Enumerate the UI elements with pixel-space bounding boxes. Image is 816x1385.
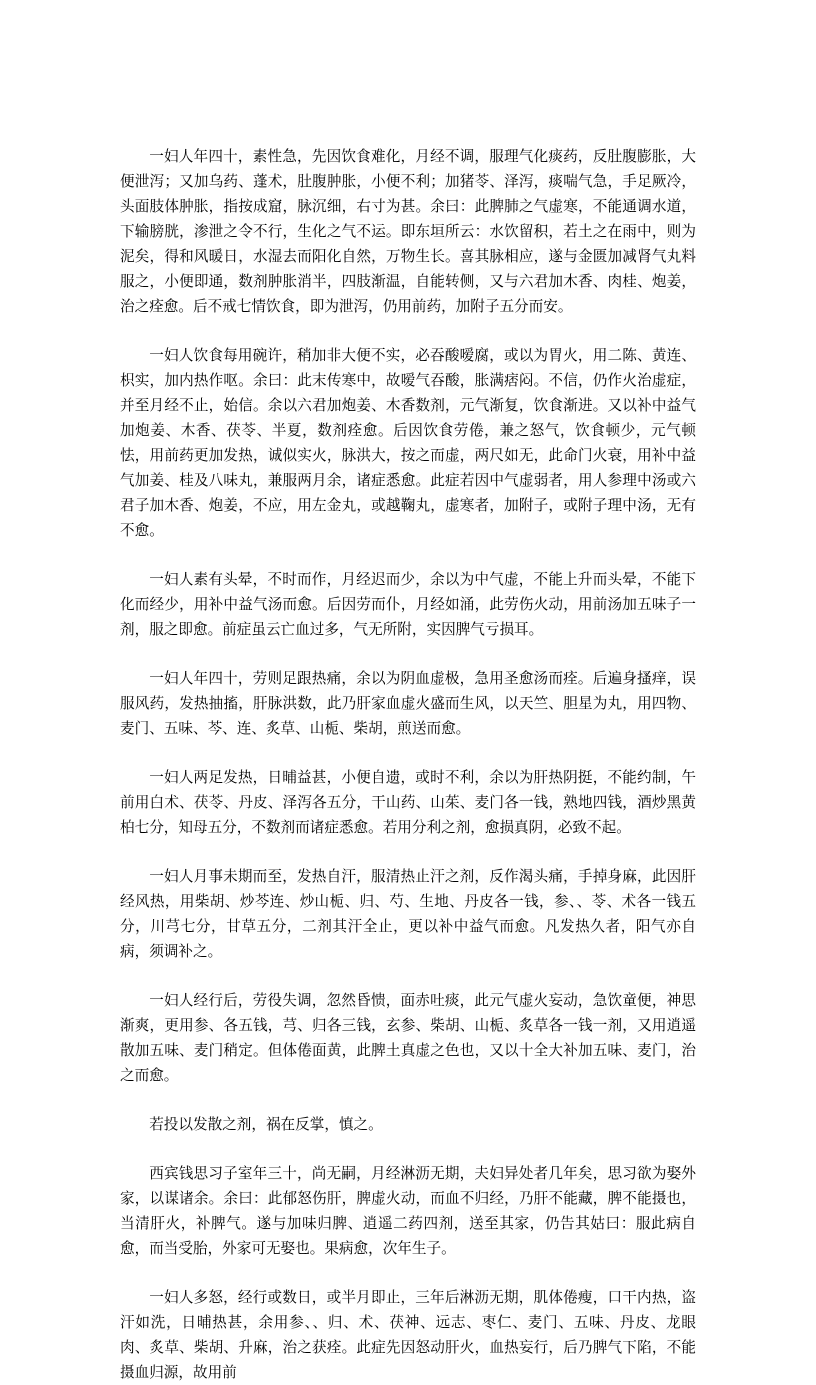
paragraph-6: 一妇人月事未期而至，发热自汗，服清热止汗之剂，反作渴头痛，手掉身麻，此因肝经风热，用柴胡、炒芩连、炒山栀、归、芍、生地、丹皮各一钱，参、、苓、术各一钱五分，川芎七分，甘草五分，二剂其汗全止，更以补中益气而愈。凡发热久者，阳气亦自病，须调补之。 (120, 868, 696, 960)
paragraph-10: 一妇人多怒，经行或数日，或半月即止，三年后淋沥无期，肌体倦瘦，口干内热，盗汗如洗，日晡热甚，余用参、、归、术、茯神、远志、枣仁、麦门、五味、丹皮、龙眼肉、炙草、柴胡、升麻，治之获痊。此症先因怒动肝火，血热妄行，后乃脾气下陷，不能摄血归源，故用前 (120, 1289, 696, 1381)
paragraph-8: 若投以发散之剂，祸在反掌，慎之。 (149, 1116, 383, 1133)
paragraph-2: 一妇人饮食每用碗许，稍加非大便不实，必吞酸嗳腐，或以为胃火，用二陈、黄连、枳实，加内热作呕。余曰：此末传寒中，故嗳气吞酸，胀满痞闷。不信，仍作火治虚症，并至月经不止，始信。余以六君加炮姜、木香数剂，元气渐复，饮食渐进。又以补中益气加炮姜、木香、茯苓、半夏，数剂痊愈。后因饮食劳倦，兼之怒气，饮食顿少，元气顿怯，用前药更加发热，诚似实火，脉洪大，按之而虚，两尺如无，此命门火衰，用补中益气加姜、桂及八味丸，兼服两月余，诸症悉愈。此症若因中气虚弱者，用人参理中汤或六君子加木香、炮姜，不应，用左金丸，或越鞠丸，虚寒者，加附子，或附子理中汤，无有不愈。 (120, 347, 696, 539)
paragraph-4: 一妇人年四十，劳则足跟热痛，余以为阴血虚极，急用圣愈汤而痊。后遍身搔痒，误服风药，发热抽搐，肝脉洪数，此乃肝家血虚火盛而生风，以天竺、胆星为丸，用四物、麦门、五味、芩、连、炙草、山栀、柴胡，煎送而愈。 (120, 670, 696, 737)
paragraph-7: 一妇人经行后，劳役失调，忽然昏愦，面赤吐痰，此元气虚火妄动，急饮童便，神思渐爽，更用参、各五钱，芎、归各三钱，玄参、柴胡、山栀、炙草各一钱一剂，又用逍遥散加五味、麦门稍定。但体倦面黄，此脾土真虚之色也，又以十全大补加五味、麦门，治之而愈。 (120, 992, 696, 1084)
paragraph-3: 一妇人素有头晕，不时而作，月经迟而少，余以为中气虚，不能上升而头晕，不能下化而经少，用补中益气汤而愈。后因劳而仆，月经如涌，此劳伤火动，用前汤加五味子一剂，服之即愈。前症虽云亡血过多，气无所附，实因脾气亏损耳。 (120, 571, 696, 638)
paragraph-5: 一妇人两足发热，日晡益甚，小便自遗，或时不利，余以为肝热阴挺，不能约制，午前用白术、茯苓、丹皮、泽泻各五分，干山药、山茱、麦门各一钱，熟地四钱，酒炒黑黄柏七分，知母五分，不数剂而诸症悉愈。若用分利之剂，愈损真阴，必致不起。 (120, 769, 696, 836)
paragraph-1: 一妇人年四十，素性急，先因饮食难化，月经不调，服理气化痰药，反肚腹膨胀，大便泄泻；又加乌药、蓬术，肚腹肿胀，小便不利；加猪苓、泽泻，痰喘气急，手足厥冷，头面肢体肿胀，指按成窟，脉沉细，右寸为甚。余曰：此脾肺之气虚寒，不能通调水道，下输膀胱，渗泄之令不行，生化之气不运。即东垣所云：水饮留积，若土之在雨中，则为泥矣，得和风暖日，水湿去而阳化自然，万物生长。喜其脉相应，遂与金匮加减肾气丸料服之，小便即通，数剂肿胀消半，四肢渐温，自能转侧，又与六君加木香、肉桂、炮姜，治之痊愈。后不戒七情饮食，即为泄泻，仍用前药，加附子五分而安。 (120, 148, 696, 315)
paragraph-9: 西宾钱思习子室年三十，尚无嗣，月经淋沥无期，夫妇异处者几年矣，思习欲为娶外家，以谋诸余。余曰：此郁怒伤肝，脾虚火动，而血不归经，乃肝不能藏，脾不能摄也，当清肝火，补脾气。遂与加味归脾、逍遥二药四剂，送至其家，仍告其姑曰：服此病自愈，而当受胎，外家可无娶也。果病愈，次年生子。 (120, 1165, 696, 1257)
